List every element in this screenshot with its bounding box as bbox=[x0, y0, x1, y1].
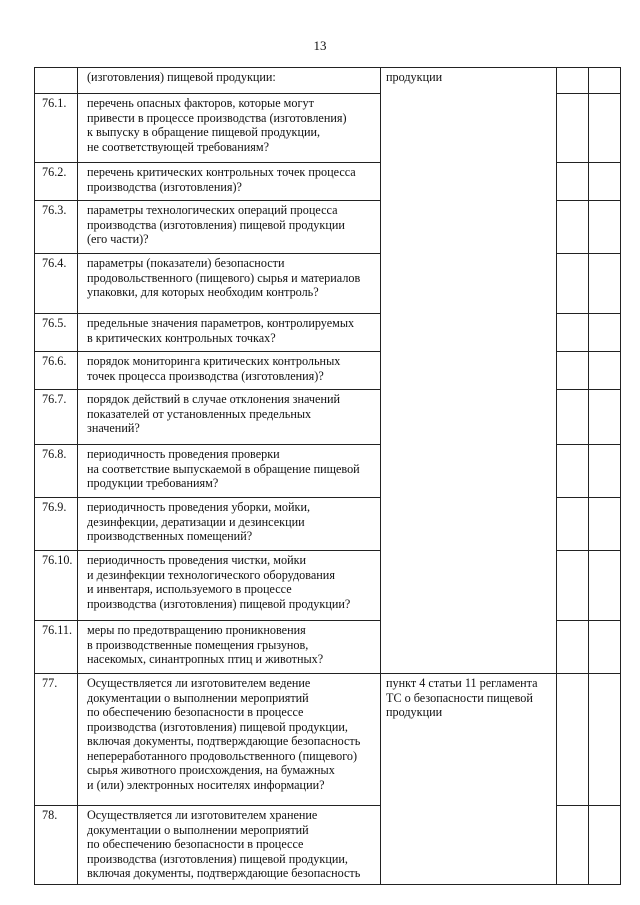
item-number-cell: 77. bbox=[35, 674, 78, 806]
answer-cell bbox=[557, 201, 589, 254]
item-number-cell: 76.1. bbox=[35, 94, 78, 163]
question-cell: порядок действий в случае отклонения значений показателей от установленных предельных значений? bbox=[78, 390, 381, 445]
table-row bbox=[35, 674, 621, 806]
note-cell bbox=[589, 163, 621, 201]
question-cell: параметры (показатели) безопасности продовольственного (пищевого) сырья и материалов упаковки, для которых необходим контроль? bbox=[78, 254, 381, 314]
note-cell bbox=[589, 201, 621, 254]
legal-reference-cell: пункт 4 статьи 11 регламента ТС о безопасности пищевой продукции bbox=[381, 674, 557, 885]
item-number-cell: 76.7. bbox=[35, 390, 78, 445]
question-cell: параметры технологических операций процесса производства (изготовления) пищевой продукции (его части)? bbox=[78, 201, 381, 254]
question-cell: предельные значения параметров, контролируемых в критических контрольных точках? bbox=[78, 314, 381, 352]
question-cell: перечень критических контрольных точек процесса производства (изготовления)? bbox=[78, 163, 381, 201]
question-cell: меры по предотвращению проникновения в производственные помещения грызунов, насекомых, синантропных птиц и животных? bbox=[78, 621, 381, 674]
answer-cell bbox=[557, 68, 589, 94]
item-number-cell: 76.3. bbox=[35, 201, 78, 254]
note-cell bbox=[589, 352, 621, 390]
item-number-cell: 76.11. bbox=[35, 621, 78, 674]
answer-cell bbox=[557, 674, 589, 806]
question-cell: перечень опасных факторов, которые могут привести в процессе производства (изготовления) к выпуску в обращение пищевой продукции, не соответствующей требованиям? bbox=[78, 94, 381, 163]
question-cell: периодичность проведения проверки на соответствие выпускаемой в обращение пищевой продукции требованиям? bbox=[78, 445, 381, 498]
answer-cell bbox=[557, 390, 589, 445]
item-number-cell: 76.10. bbox=[35, 551, 78, 621]
item-number-cell: 76.6. bbox=[35, 352, 78, 390]
question-cell: Осуществляется ли изготовителем ведение документации о выполнении мероприятий по обеспечению безопасности в процессе производства (изготовления) пищевой продукции, включая документы, подтверждающие безопасность непереработанного продовольственного (пищевого) сырья животного происхождения, на бумажных и (или) электронных носителях информации? bbox=[78, 674, 381, 806]
note-cell bbox=[589, 551, 621, 621]
answer-cell bbox=[557, 163, 589, 201]
question-cell: Осуществляется ли изготовителем хранение документации о выполнении мероприятий по обеспечению безопасности в процессе производства (изготовления) пищевой продукции, включая документы, подтверждающие безопасность bbox=[78, 806, 381, 885]
item-number-cell: 76.2. bbox=[35, 163, 78, 201]
note-cell bbox=[589, 314, 621, 352]
item-number-cell: 76.9. bbox=[35, 498, 78, 551]
answer-cell bbox=[557, 445, 589, 498]
item-number-cell: 78. bbox=[35, 806, 78, 885]
answer-cell bbox=[557, 254, 589, 314]
item-number-cell: 76.5. bbox=[35, 314, 78, 352]
note-cell bbox=[589, 445, 621, 498]
question-cell: периодичность проведения уборки, мойки, дезинфекции, дератизации и дезинсекции производственных помещений? bbox=[78, 498, 381, 551]
answer-cell bbox=[557, 94, 589, 163]
note-cell bbox=[589, 68, 621, 94]
legal-reference-cell: продукции bbox=[381, 68, 557, 674]
answer-cell bbox=[557, 498, 589, 551]
item-number-cell: 76.4. bbox=[35, 254, 78, 314]
note-cell bbox=[589, 498, 621, 551]
checklist-table bbox=[34, 67, 621, 885]
question-cell: периодичность проведения чистки, мойки и дезинфекции технологического оборудования и инвентаря, используемого в процессе производства (изготовления) пищевой продукции? bbox=[78, 551, 381, 621]
answer-cell bbox=[557, 352, 589, 390]
note-cell bbox=[589, 94, 621, 163]
note-cell bbox=[589, 806, 621, 885]
answer-cell bbox=[557, 806, 589, 885]
item-number-cell: 76.8. bbox=[35, 445, 78, 498]
note-cell bbox=[589, 674, 621, 806]
answer-cell bbox=[557, 314, 589, 352]
question-cell: порядок мониторинга критических контрольных точек процесса производства (изготовления)? bbox=[78, 352, 381, 390]
note-cell bbox=[589, 254, 621, 314]
note-cell bbox=[589, 621, 621, 674]
table-row bbox=[35, 68, 621, 94]
page-number: 13 bbox=[313, 38, 327, 53]
note-cell bbox=[589, 390, 621, 445]
answer-cell bbox=[557, 621, 589, 674]
answer-cell bbox=[557, 551, 589, 621]
question-cell: (изготовления) пищевой продукции: bbox=[78, 68, 381, 94]
item-number-cell bbox=[35, 68, 78, 94]
